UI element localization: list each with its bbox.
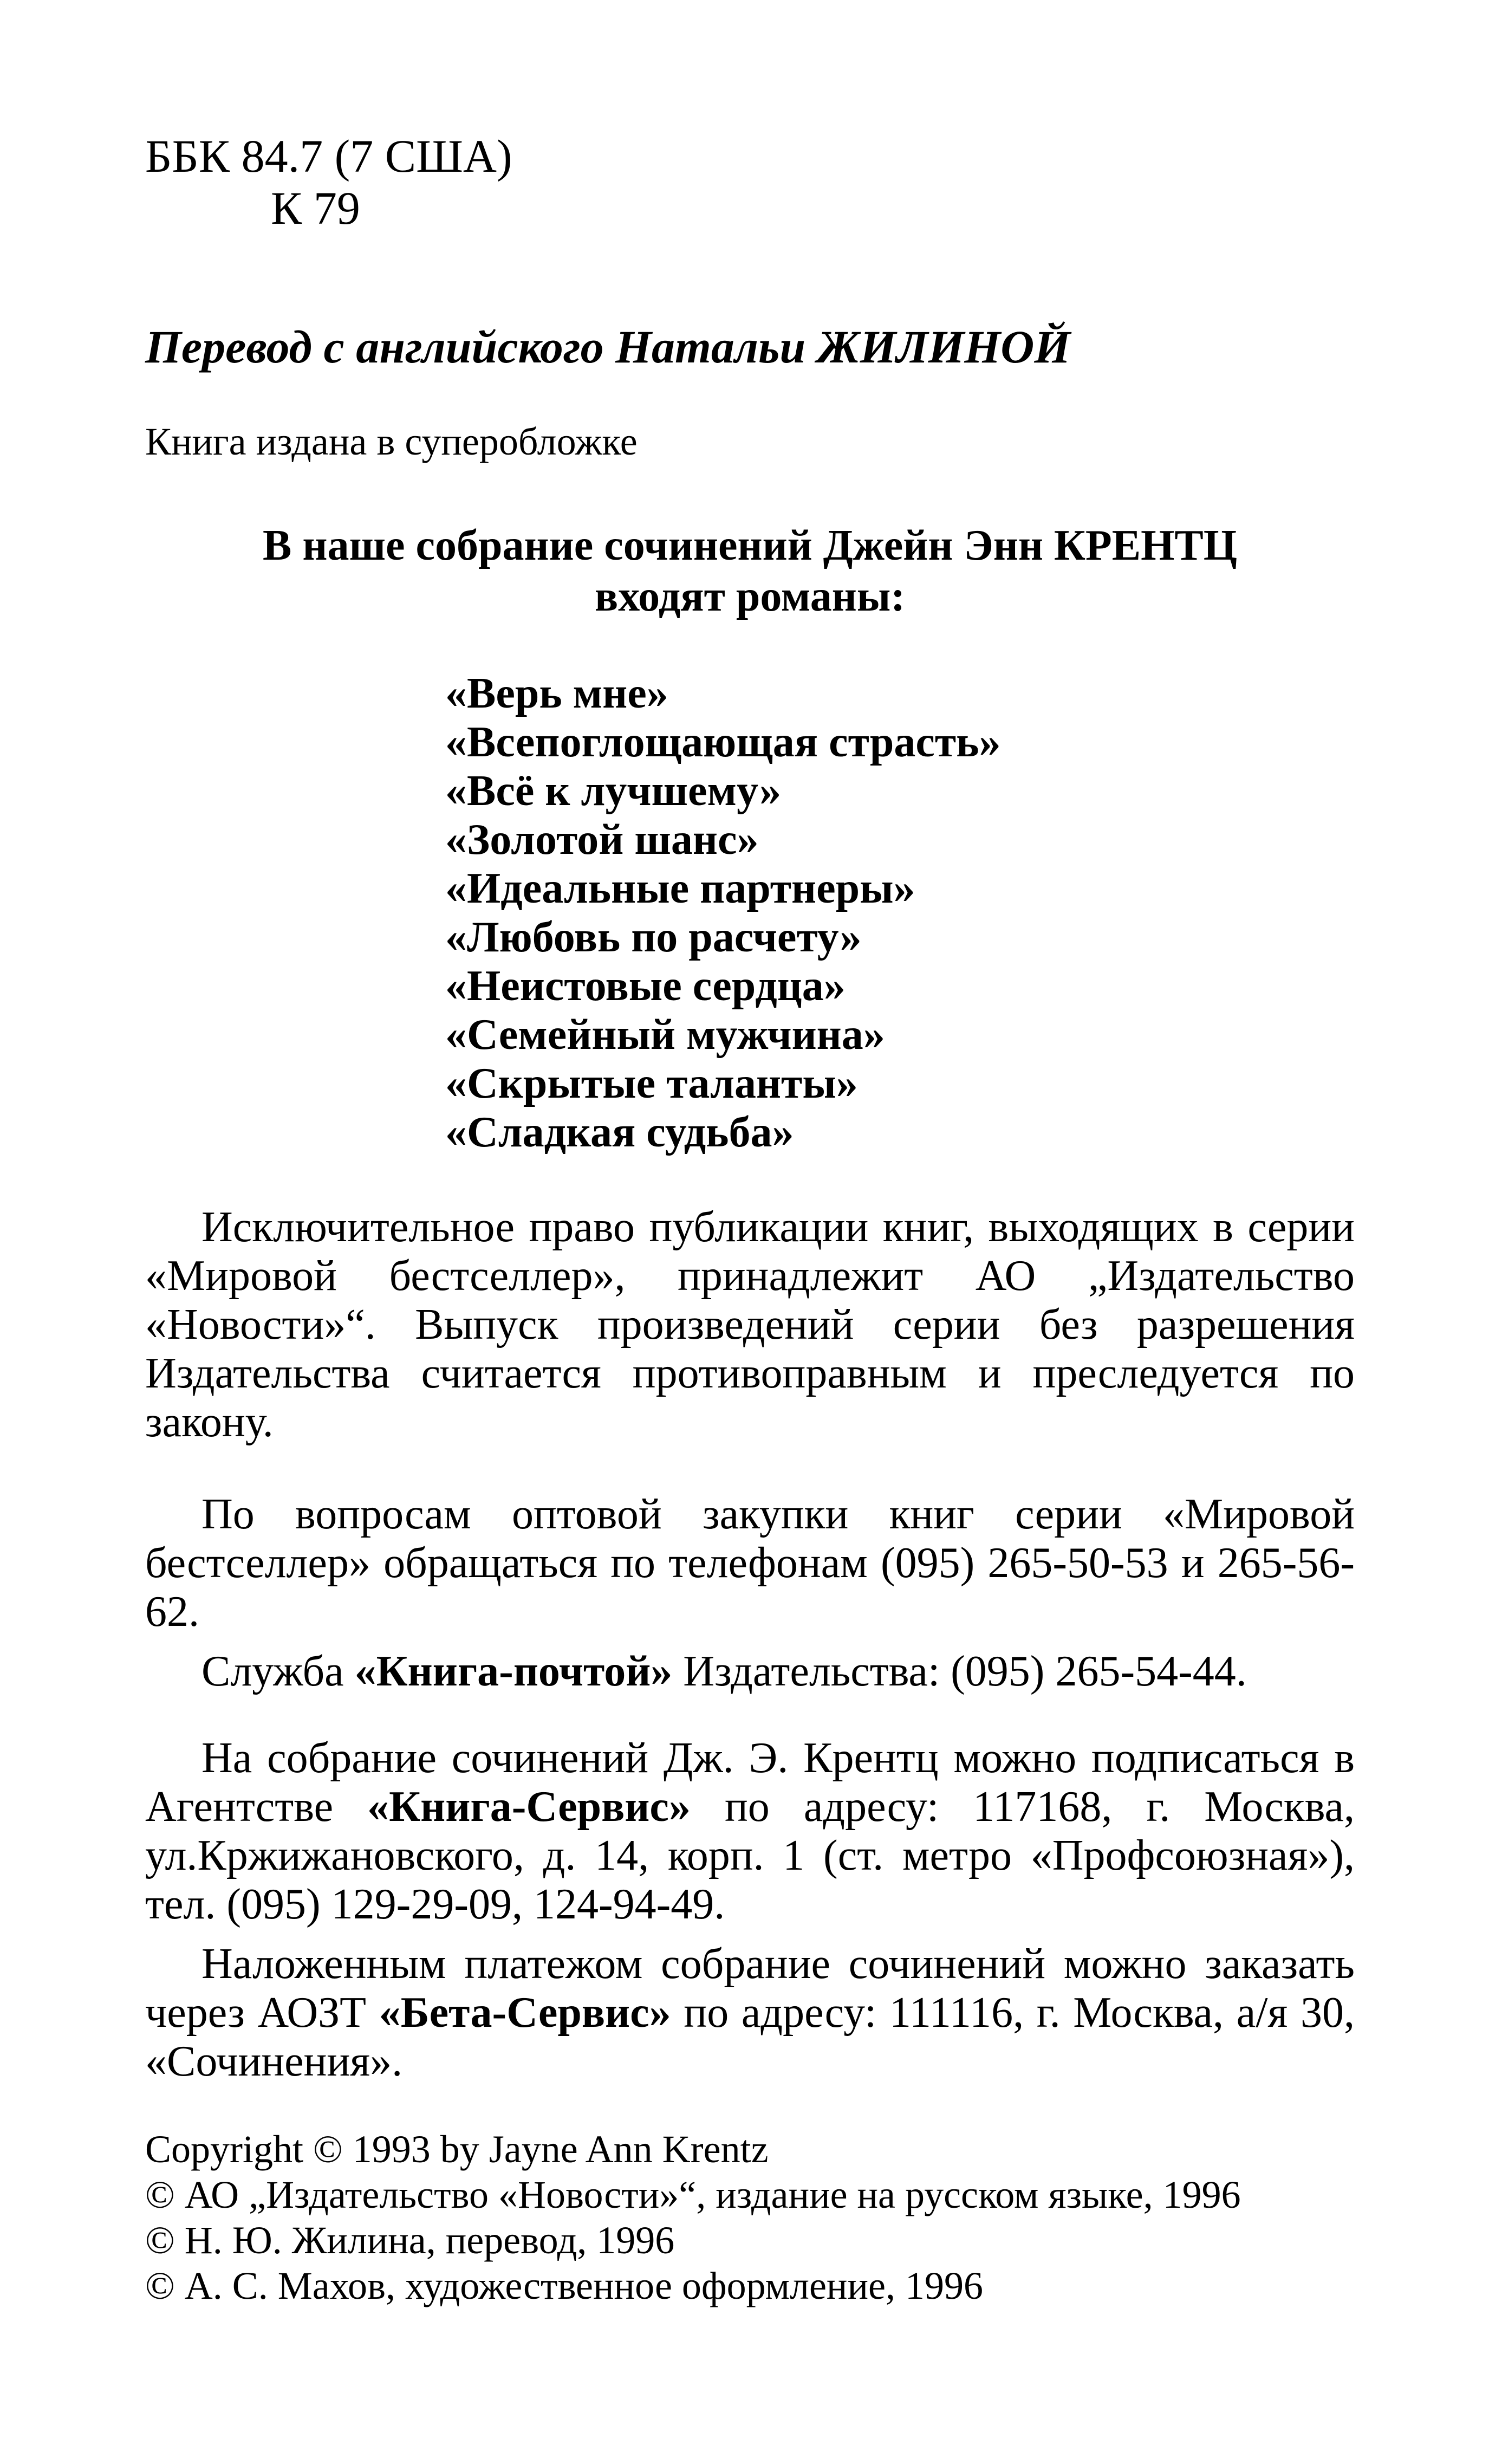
collection-heading-line-1: В наше собрание сочинений Джейн Энн КРЕНТЦ xyxy=(263,522,1237,569)
copyright-line: © А. С. Махов, художественное оформление, 1996 xyxy=(145,2264,983,2307)
subscription-agency: «Книга-Сервис» xyxy=(367,1783,691,1831)
cod-text-2: по адресу: 111116, г. Москва, а/я 30, «Сочинения». xyxy=(145,1989,1355,2085)
bbk-code: ББК 84.7 (7 США) xyxy=(145,130,512,182)
rights-notice xyxy=(145,1203,1355,1447)
novel-title: «Верь мне» xyxy=(445,670,668,717)
wholesale-contact xyxy=(145,1490,1355,1636)
mail-order-service xyxy=(145,1647,1355,1696)
author-mark: К 79 xyxy=(271,182,360,234)
wholesale-text: По вопросам оптовой закупки книг серии «Мировой бестселлер» обращаться по телефонам (095) 265-50-53 и 265-56-62. xyxy=(145,1490,1355,1636)
copyright-line: Copyright © 1993 by Jayne Ann Krentz xyxy=(145,2128,769,2171)
novel-title: «Идеальные партнеры» xyxy=(445,865,915,912)
subscription-info xyxy=(145,1734,1355,1929)
novel-title: «Золотой шанс» xyxy=(445,816,759,864)
novel-title: «Скрытые таланты» xyxy=(445,1060,858,1107)
subscription-text-1: На собрание сочинений Дж. Э. Крентц можно подписаться в Агентстве xyxy=(145,1734,1355,1831)
novel-list xyxy=(445,669,1000,1157)
service-name: «Книга-почтой» xyxy=(354,1648,673,1695)
rights-notice-text: Исключительное право публикации книг, выходящих в серии «Мировой бестселлер», принадлежит АО „Издательство «Новости»“. Выпуск произведений серии без разрешения Издательства считается противоправным и преследуется по закону. xyxy=(145,1203,1355,1446)
copyright-block xyxy=(145,2126,1241,2309)
novel-title: «Любовь по расчету» xyxy=(445,913,862,961)
novel-title: «Неистовые сердца» xyxy=(445,962,846,1010)
copyright-line: © АО „Издательство «Новости»“, издание на русском языке, 1996 xyxy=(145,2173,1241,2216)
cod-text-1: Наложенным платежом собрание сочинений можно заказать через АОЗТ xyxy=(145,1940,1355,2037)
jacket-note: Книга издана в суперобложке xyxy=(145,420,638,463)
novel-title: «Семейный мужчина» xyxy=(445,1011,885,1059)
service-prefix: Служба xyxy=(201,1648,344,1695)
cod-order-info xyxy=(145,1940,1355,2086)
novel-title: «Сладкая судьба» xyxy=(445,1108,794,1156)
copyright-line: © Н. Ю. Жилина, перевод, 1996 xyxy=(145,2219,675,2262)
collection-heading xyxy=(145,520,1355,622)
translation-credit: Перевод с английского Натальи ЖИЛИНОЙ xyxy=(145,321,1071,373)
cod-company: «Бета-Сервис» xyxy=(379,1989,671,2037)
novel-title: «Всё к лучшему» xyxy=(445,767,781,815)
novel-title: «Всепоглощающая страсть» xyxy=(445,718,1001,766)
bbk-classification xyxy=(145,130,512,234)
service-phone: Издательства: (095) 265-54-44. xyxy=(683,1648,1247,1695)
collection-heading-line-2: входят романы: xyxy=(594,573,905,620)
subscription-text-2: по адресу: 117168, г. Москва, ул.Кржижановского, д. 14, корп. 1 (ст. метро «Профсоюзная»), тел. (095) 129-29-09, 124-94-49. xyxy=(145,1783,1355,1928)
